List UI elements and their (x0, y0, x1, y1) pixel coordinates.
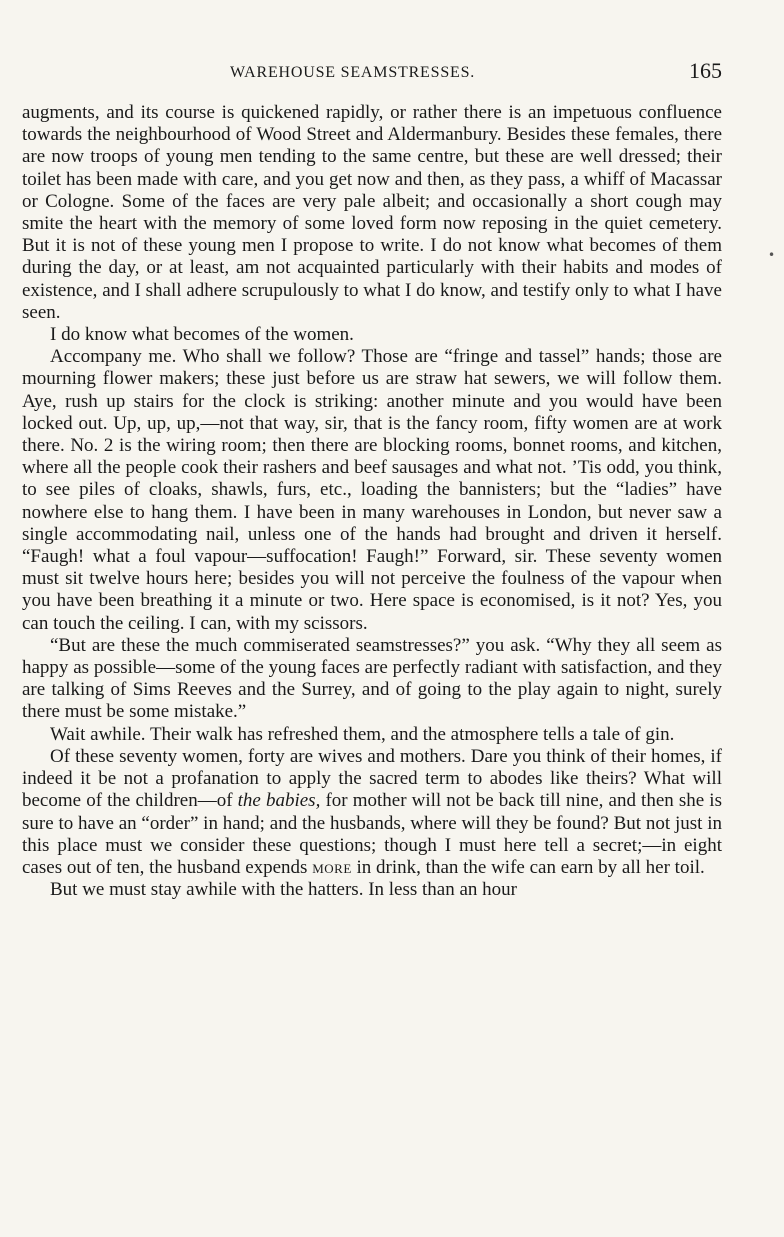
paragraph-6-part-2: for mother will not be back till nine, and then she is sure to have an “order” in hand; and the husbands, where will they be found? But not just in this place must we consider these questions; though I must here tell a secret;—in eight cases out of ten, the husband expends (22, 790, 722, 878)
paragraph-5: Wait awhile. Their walk has refreshed them, and the atmosphere tells a tale of gin. (50, 723, 675, 745)
paragraph-6-part-3: in drink, than the wife can earn by all her toil. (351, 856, 705, 878)
margin-mark: • (768, 248, 776, 262)
paragraph-6-part-1: Of these seventy women, forty are wives and mothers. Dare you think of their homes, if indeed it be not a profanation to apply the sacred term to abodes like theirs? What will become of the children—of (22, 745, 722, 812)
paragraph-6-small-caps: more (312, 856, 352, 878)
paragraph-3: Accompany me. Who shall we follow? Those are “fringe and tassel” hands; those are mourning flower makers; these just before us are straw hat sewers, we will follow them. Aye, rush up stairs for the clock is striking: another minute and you would have been locked out. Up, up, up,—not that way, sir, that is the fancy room, fifty women are at work there. No. 2 is the wiring room; then there are blocking rooms, bonnet rooms, and kitchen, where all the people cook their rashers and beef sausages and what not. ’Tis odd, you think, to see piles of cloaks, shawls, furs, etc., loading the bannisters; but the “ladies” have nowhere else to hang them. I have been in many warehouses in London, but never saw a single accommodating nail, unless one of the hands had brought and driven it herself. “Faugh! what a foul vapour—suffocation! Faugh!” Forward, sir. These seventy women must sit twelve hours here; besides you will not perceive the foulness of the vapour when you have been breathing it a minute or two. Here space is economised, is it not? Yes, you can touch the ceiling. I can, with my scissors. (22, 346, 722, 634)
paragraph-6-italic: the babies, (237, 790, 321, 812)
page-number: 165 (689, 58, 722, 83)
paragraph-2: I do know what becomes of the women. (50, 324, 354, 346)
paragraph-7: But we must stay awhile with the hatters. In less than an hour (50, 879, 517, 901)
paragraph-4: “But are these the much commiserated seamstresses?” you ask. “Why they all seem as happy as possible—some of the young faces are perfectly radiant with satisfaction, and they are talking of Sims Reeves and the Surrey, and of going to the play again to night, surely there must be some mistake.” (22, 634, 722, 723)
running-title: WAREHOUSE SEAMSTRESSES. (230, 64, 476, 81)
page-body (22, 102, 722, 901)
paragraph-6 (22, 746, 722, 879)
paragraph-1: augments, and its course is quickened rapidly, or rather there is an impetuous confluence towards the neighbourhood of Wood Street and Aldermanbury. Besides these females, there are now troops of young men tending to the same centre, but these are well dressed; their toilet has been made with care, and you get now and then, as they pass, a whiff of Macassar or Cologne. Some of the faces are very pale albeit; and occasionally a short cough may smite the heart with the memory of some loved form now reposing in the quiet cemetery. But it is not of these young men I propose to write. I do not know what becomes of them during the day, or at least, am not acquainted particularly with their habits and modes of existence, and I shall adhere scrupulously to what I do know, and testify only to what I have seen. (22, 102, 722, 323)
page-header (22, 58, 722, 102)
